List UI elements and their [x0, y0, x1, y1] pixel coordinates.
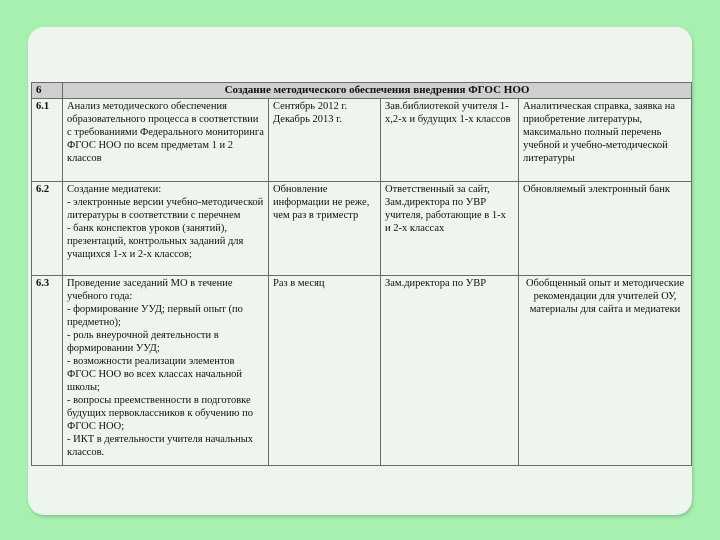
- timing-cell: Сентябрь 2012 г. Декабрь 2013 г.: [269, 99, 381, 182]
- responsible-cell: Зам.директора по УВР: [381, 276, 519, 466]
- table-row: [32, 99, 692, 182]
- activity-cell: Проведение заседаний МО в течение учебного года: - формирование УУД; первый опыт (по предметно); - роль внеурочной деятельности в формировании УУД; - возможности реализации элементов ФГОС НОО во всех классах начальной школы; - вопросы преемственности в подготовке будущих первоклассников к обучению по ФГОС НОО; - ИКТ в деятельности учителя начальных классов.: [63, 276, 269, 466]
- row-number: 6.2: [32, 182, 63, 276]
- section-title: Создание методического обеспечения внедрения ФГОС НОО: [63, 83, 692, 99]
- timing-cell: Раз в месяц: [269, 276, 381, 466]
- result-cell: Аналитическая справка, заявка на приобретение литературы, максимально полный перечень учебной и учебно-методической литературы: [519, 99, 692, 182]
- result-cell: Обновляемый электронный банк: [519, 182, 692, 276]
- responsible-cell: Зав.библиотекой учителя 1-х,2-х и будущих 1-х классов: [381, 99, 519, 182]
- section-header-row: [32, 83, 692, 99]
- implementation-plan-table: [31, 82, 692, 466]
- result-cell: Обобщенный опыт и методические рекомендации для учителей ОУ, материалы для сайта и медиатеки: [519, 276, 692, 466]
- table-row: [32, 276, 692, 466]
- activity-cell: Анализ методического обеспечения образовательного процесса в соответствии с требованиями Федерального мониторинга ФГОС НОО по всем предметам 1 и 2 классов: [63, 99, 269, 182]
- row-number: 6.1: [32, 99, 63, 182]
- section-number: 6: [32, 83, 63, 99]
- row-number: 6.3: [32, 276, 63, 466]
- table-row: [32, 182, 692, 276]
- activity-cell: Создание медиатеки: - электронные версии учебно-методической литературы в соответствии с перечнем - банк конспектов уроков (занятий), презентаций, контрольных заданий для учащихся 1-х и 2-х классов;: [63, 182, 269, 276]
- responsible-cell: Ответственный за сайт, Зам.директора по УВР учителя, работающие в 1-х и 2-х классах: [381, 182, 519, 276]
- timing-cell: Обновление информации не реже, чем раз в триместр: [269, 182, 381, 276]
